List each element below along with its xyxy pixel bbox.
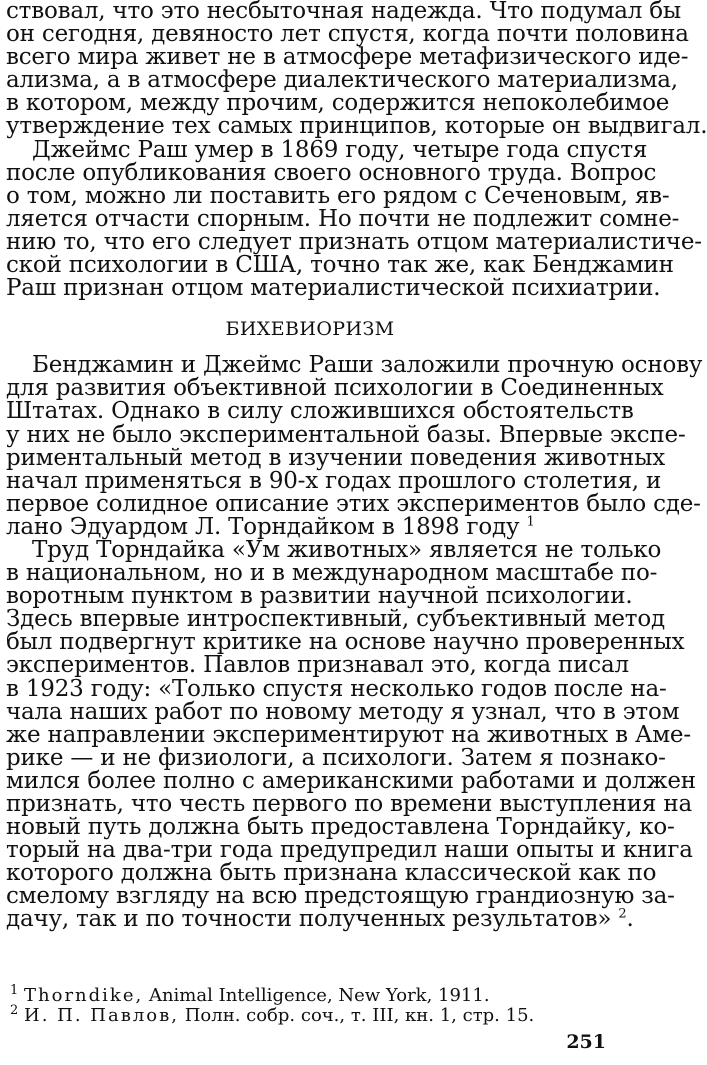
- footnote-ref-2: 2: [618, 906, 627, 922]
- page-number: 251: [566, 1031, 606, 1053]
- text-line: в национальном, но и в международном масштабе по-: [6, 560, 658, 587]
- text-line: всего мира живет не в атмосфере метафизического иде-: [6, 44, 689, 71]
- paragraph-1: [6, 0, 707, 140]
- text-line: после опубликования своего основного труда. Вопрос: [6, 159, 657, 186]
- text-line: смелому взгляду на всю предстоящую грандиозную за-: [6, 883, 675, 910]
- text-line: Здесь впервые интроспективный, субъективный метод: [6, 606, 665, 633]
- paragraph-2: [6, 136, 702, 302]
- text-line: он сегодня, девяносто лет спустя, когда почти половина: [6, 21, 689, 48]
- page-body: [6, 0, 707, 933]
- text-line: мился более полно с американскими работами и должен: [6, 767, 696, 794]
- text-line: ской психологии в США, точно так же, как Бенджамин: [6, 252, 674, 279]
- text-line: нию то, что его следует признать отцом материалистиче-: [6, 228, 702, 255]
- text-line: в 1923 году: «Только спустя несколько годов после на-: [6, 675, 667, 702]
- footnote-1: [10, 983, 600, 1006]
- text-line: чала наших работ по новому методу я узнал, что в этом: [6, 698, 680, 725]
- text-line: экспериментов. Павлов признавал это, когда писал: [6, 652, 629, 679]
- text-line: которого должна быть признана классической как по: [6, 860, 657, 887]
- text-line: у них не было экспериментальной базы. Впервые экспе-: [6, 421, 686, 448]
- footnotes: [10, 983, 600, 1026]
- footnote-text: Animal Intelligence, New York, 1911.: [148, 985, 490, 1006]
- text-line: новый путь должна быть предоставлена Торндайку, ко-: [6, 814, 675, 841]
- text-line: дачу, так и по точности полученных результатов» $^2$.: [6, 906, 634, 933]
- text-line: ляется отчасти спорным. Но почти не подлежит сомне-: [6, 205, 680, 232]
- text-line: [6, 513, 614, 540]
- footnote-text: Полн. собр. соч., т. III, кн. 1, стр. 15.: [184, 1005, 535, 1026]
- text-line: для развития объективной психологии в Соединенных: [6, 375, 664, 402]
- footnote-2: [10, 1003, 600, 1026]
- text-line: Бенджамин и Джеймс Раши заложили прочную основу: [32, 352, 703, 379]
- text-line: торый на два-три года предупредил наши опыты и книга: [6, 837, 693, 864]
- text-line: ствовал, что это несбыточная надежда. Что подумал бы: [6, 0, 682, 24]
- footnote-author: Thorndike,: [24, 985, 144, 1006]
- text-line: о том, можно ли поставить его рядом с Сеченовым, яв-: [6, 182, 670, 209]
- text-line: же направлении экспериментируют на животных в Аме-: [6, 721, 691, 748]
- text-line: в котором, между прочим, содержится непоколебимое: [6, 90, 670, 117]
- text-line: Труд Торндайка «Ум животных» является не только: [32, 536, 662, 563]
- text-line: первое солидное описание этих экспериментов было сде-: [6, 490, 701, 517]
- text-line: Джеймс Раш умер в 1869 году, четыре года спустя: [32, 136, 648, 163]
- paragraph-3: [6, 352, 703, 540]
- text-line: признать, что честь первого по времени выступления на: [6, 791, 692, 817]
- text-line: был подвергнут критике на основе научно проверенных: [6, 629, 685, 656]
- text-line: начал применяться в 90-х годах прошлого столетия, и: [6, 467, 662, 494]
- text-line: утверждение тех самых принципов, которые он выдвигал.: [6, 113, 707, 140]
- footnote-ref-1: 1: [526, 514, 535, 530]
- text-line: риментальный метод в изучении поведения животных: [6, 444, 666, 471]
- text-line: воротным пунктом в развитии научной психологии.: [6, 583, 633, 610]
- footnote-author: И. П. Павлов,: [24, 1005, 179, 1026]
- text-line: рике — и не физиологи, а психологи. Затем я познако-: [6, 744, 666, 771]
- footnote-mark: 1: [10, 983, 19, 998]
- text-line: ализма, а в атмосфере диалектического материализма,: [6, 67, 678, 94]
- paragraph-4: [6, 536, 696, 933]
- section-heading: БИХЕВИОРИЗМ: [225, 318, 395, 341]
- text-line-content: дачу, так и по точности полученных результатов»: [6, 906, 612, 933]
- footnote-mark: 2: [10, 1003, 19, 1018]
- text-line: Раш признан отцом материалистической психиатрии.: [6, 275, 661, 302]
- text-line: Штатах. Однако в силу сложившихся обстоятельств: [6, 398, 634, 425]
- text-line-content: лано Эдуардом Л. Торндайком в 1898 году: [6, 513, 520, 540]
